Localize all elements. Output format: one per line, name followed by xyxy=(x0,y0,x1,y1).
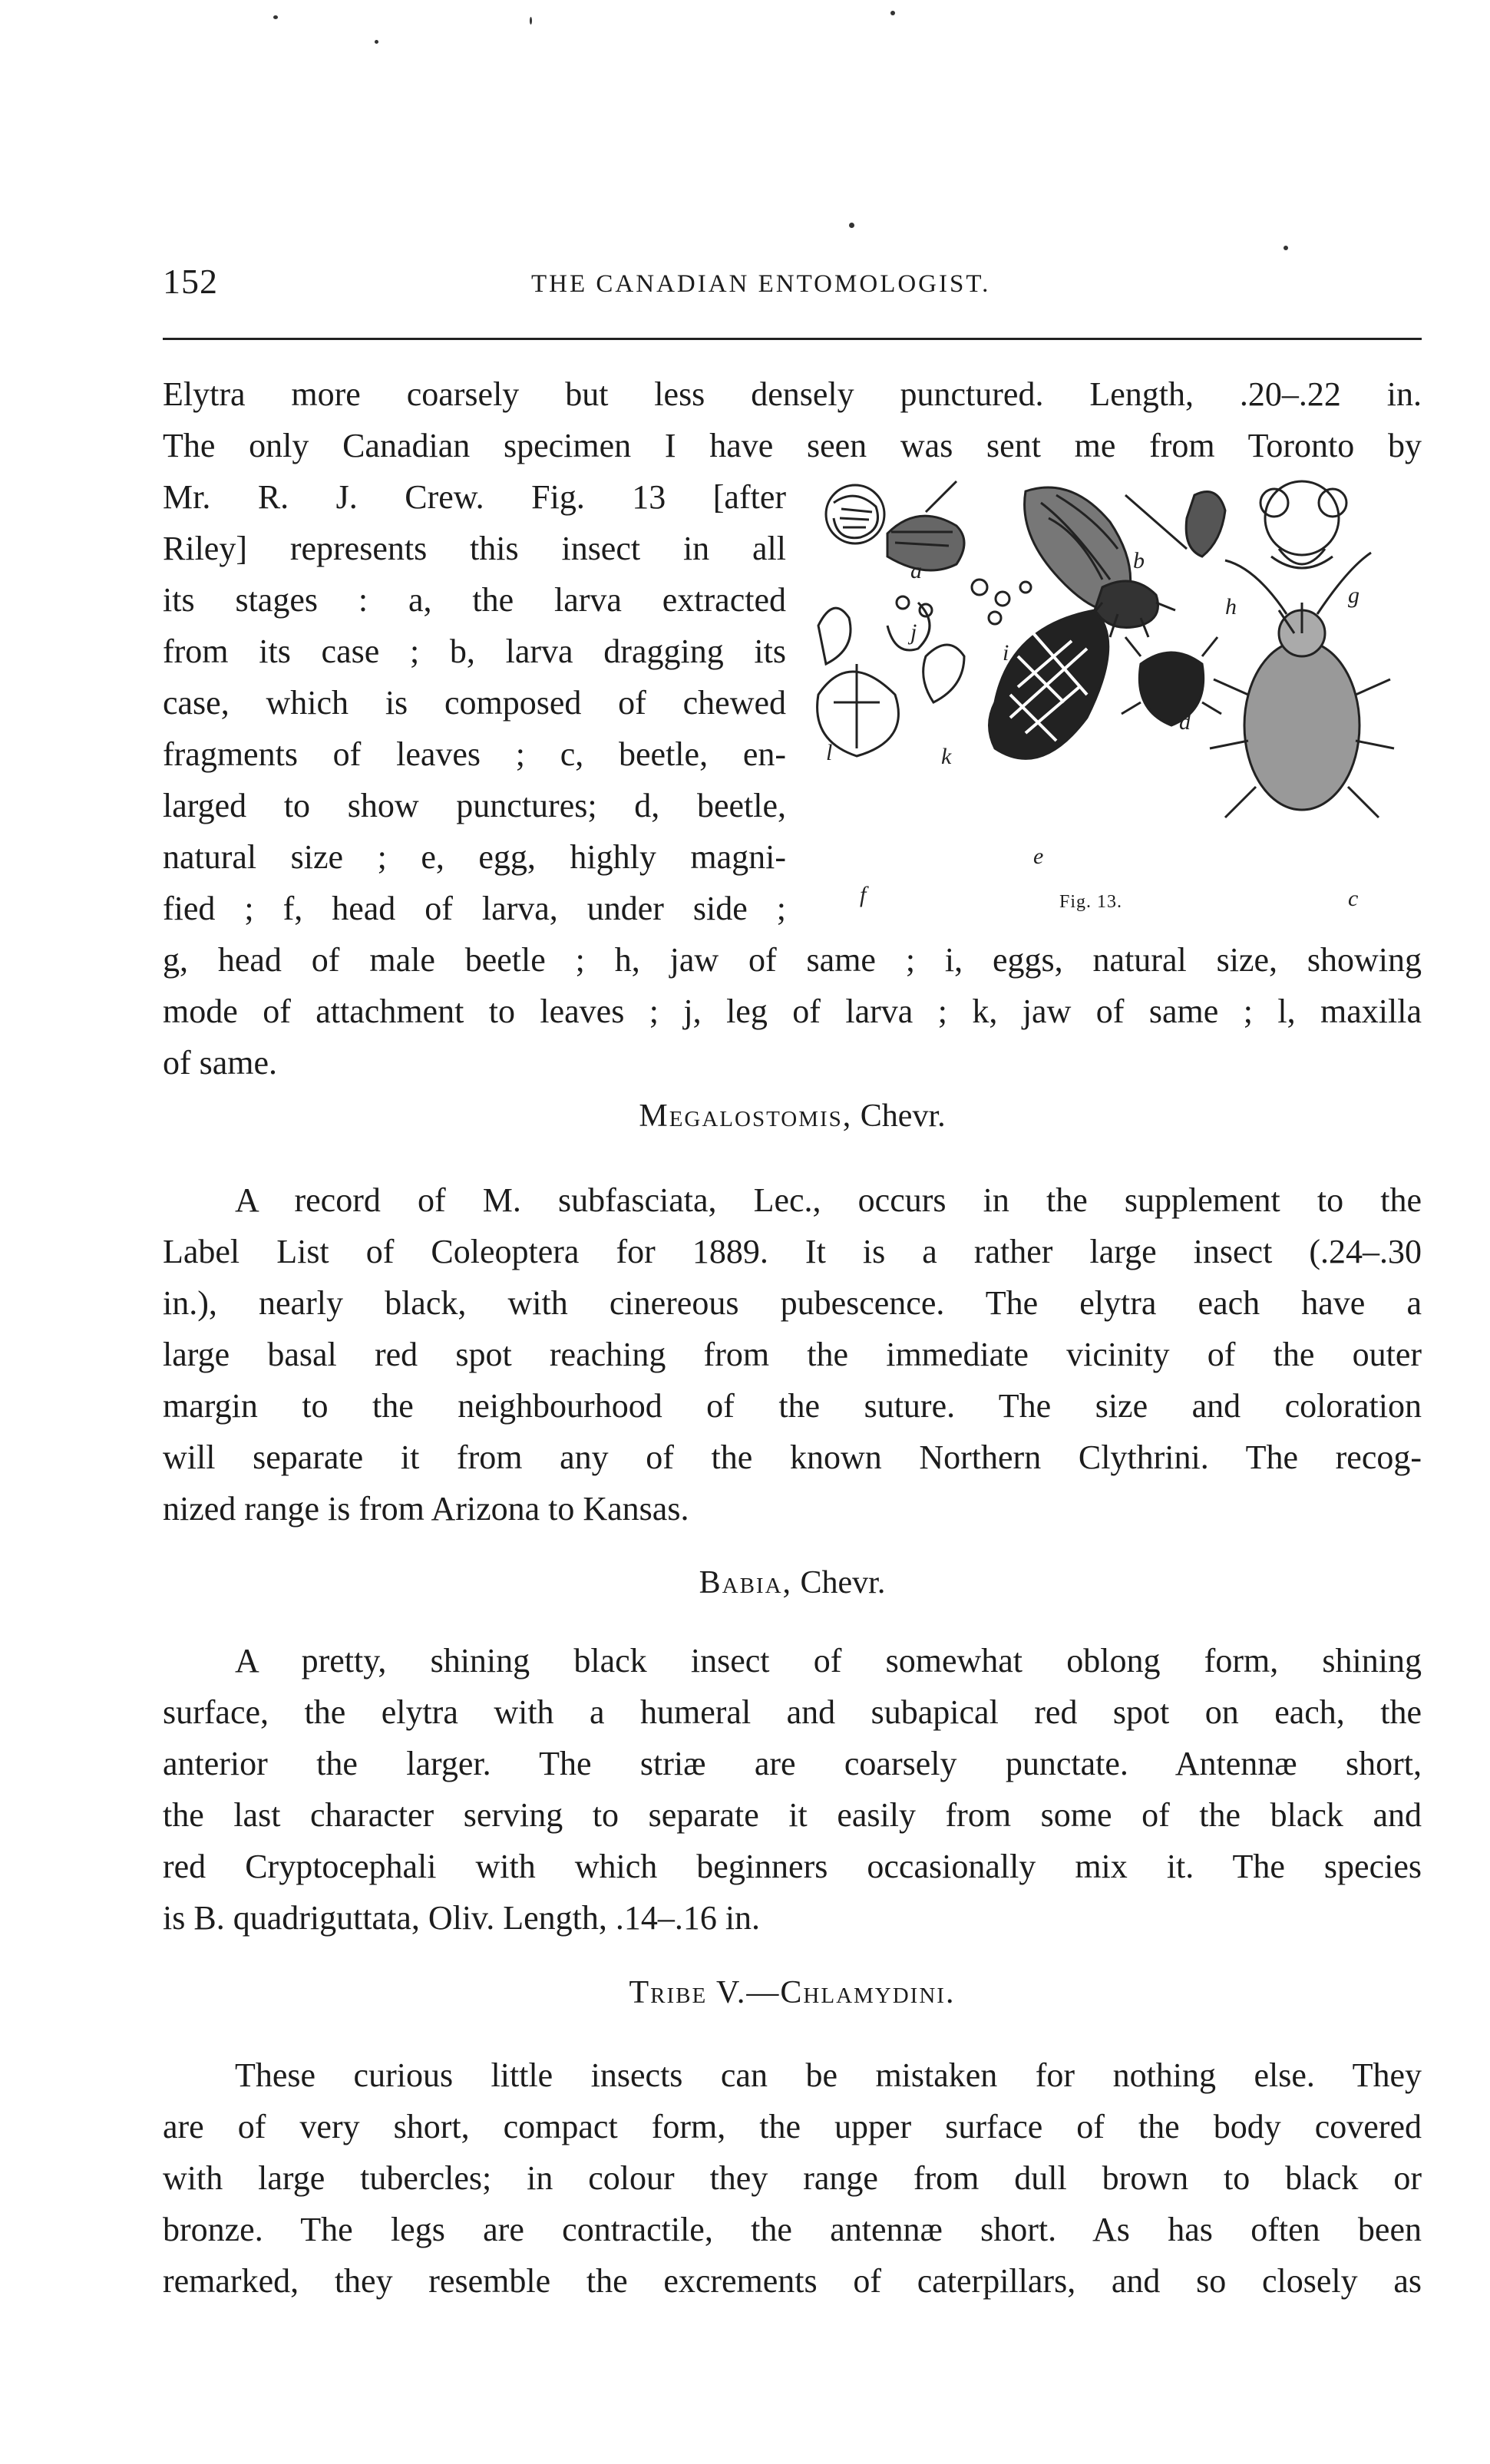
text-line: bronze. The legs are contractile, the antennæ short. As has often been xyxy=(163,2211,1422,2248)
page-header xyxy=(163,261,1422,307)
text-line: larged to show punctures; d, beetle, xyxy=(163,787,786,824)
figure-label-d: d xyxy=(1179,709,1191,735)
genus-name: Babia, xyxy=(699,1565,793,1600)
section-heading-megalostomis xyxy=(163,1098,1422,1135)
scan-speck xyxy=(530,17,532,25)
text-line: the last character serving to separate it easily from some of the black and xyxy=(163,1796,1422,1834)
scan-speck xyxy=(1284,246,1288,250)
running-head: THE CANADIAN ENTOMOLOGIST. xyxy=(531,270,991,298)
figure-label-j: j xyxy=(910,619,917,645)
figure-label-f: f xyxy=(860,882,867,907)
text-line: in.), nearly black, with cinereous pubescence. The elytra each have a xyxy=(163,1284,1422,1322)
caption-continuation xyxy=(163,934,1422,1088)
figure-label-h: h xyxy=(1225,594,1237,619)
text-line: are of very short, compact form, the upper surface of the body covered xyxy=(163,2108,1422,2145)
text-line: mode of attachment to leaves ; j, leg of larva ; k, jaw of same ; l, maxilla xyxy=(163,993,1422,1030)
figure-wrap-text xyxy=(163,471,786,934)
text-line: Mr. R. J. Crew. Fig. 13 [after xyxy=(163,478,786,516)
figure-label-l: l xyxy=(826,740,833,765)
text-line: nized range is from Arizona to Kansas. xyxy=(163,1490,689,1528)
figure-label-a: a xyxy=(910,558,922,583)
text-line: large basal red spot reaching from the immediate vicinity of the outer xyxy=(163,1336,1422,1373)
text-line: anterior the larger. The striæ are coarsely punctate. Antennæ short, xyxy=(163,1745,1422,1782)
figure-label-c: c xyxy=(1348,886,1359,911)
text-line: its stages : a, the larva extracted xyxy=(163,581,786,619)
figure-label-g: g xyxy=(1348,583,1360,608)
text-line: fied ; f, head of larva, under side ; xyxy=(163,890,786,927)
genus-author: Chevr. xyxy=(860,1098,946,1134)
text-line: red Cryptocephali with which beginners occasionally mix it. The species xyxy=(163,1848,1422,1885)
text-line: g, head of male beetle ; h, jaw of same ; i, eggs, natural size, showing xyxy=(163,941,1422,979)
text-line: Riley] represents this insect in all xyxy=(163,530,786,567)
figure-label-b: b xyxy=(1133,548,1145,573)
scan-speck xyxy=(273,15,278,19)
scan-speck xyxy=(849,223,854,228)
genus-name: Megalostomis, xyxy=(639,1098,853,1134)
text-line: surface, the elytra with a humeral and subapical red spot on each, the xyxy=(163,1693,1422,1731)
text-line: natural size ; e, egg, highly magni- xyxy=(163,838,786,876)
text-line: A pretty, shining black insect of somewhat oblong form, shining xyxy=(235,1642,1422,1680)
text-line: case, which is composed of chewed xyxy=(163,684,786,722)
text-line: The only Canadian specimen I have seen was sent me from Toronto by xyxy=(163,427,1422,464)
text-line: fragments of leaves ; c, beetle, en- xyxy=(163,735,786,773)
text-line: will separate it from any of the known Northern Clythrini. The recog- xyxy=(163,1438,1422,1476)
figure-caption: Fig. 13. xyxy=(1059,892,1123,912)
text-line: A record of M. subfasciata, Lec., occurs in the supplement to the xyxy=(235,1181,1422,1219)
section-heading-tribe-v xyxy=(163,1974,1422,2011)
text-line: with large tubercles; in colour they range from dull brown to black or xyxy=(163,2159,1422,2197)
babia-paragraph xyxy=(163,1635,1422,1944)
text-line: Elytra more coarsely but less densely punctured. Length, .20–.22 in. xyxy=(163,375,1422,413)
page-number: 152 xyxy=(163,262,218,301)
figure-13-illustration xyxy=(795,472,1422,917)
megalostomis-paragraph xyxy=(163,1174,1422,1534)
figure-label-e: e xyxy=(1033,844,1044,869)
header-rule xyxy=(163,338,1422,340)
text-line: from its case ; b, larva dragging its xyxy=(163,633,786,670)
figure-label-k: k xyxy=(941,744,952,769)
intro-paragraph xyxy=(163,368,1422,471)
text-line: These curious little insects can be mistaken for nothing else. They xyxy=(235,2056,1422,2094)
tribe-name: Tribe V.—Chlamydini. xyxy=(629,1975,956,2010)
genus-author: Chevr. xyxy=(800,1565,886,1600)
scan-speck xyxy=(375,40,378,44)
text-line: margin to the neighbourhood of the suture. The size and coloration xyxy=(163,1387,1422,1425)
text-line: of same. xyxy=(163,1044,278,1082)
chlamydini-paragraph xyxy=(163,2049,1422,2307)
scan-speck xyxy=(890,11,895,15)
text-line: Label List of Coleoptera for 1889. It is a rather large insect (.24–.30 xyxy=(163,1233,1422,1270)
figure-label-i: i xyxy=(1003,640,1009,666)
text-line: remarked, they resemble the excrements of caterpillars, and so closely as xyxy=(163,2262,1422,2300)
text-line: is B. quadriguttata, Oliv. Length, .14–.16 in. xyxy=(163,1899,761,1937)
section-heading-babia xyxy=(163,1564,1422,1601)
insect-stages-engraving xyxy=(795,472,1422,917)
